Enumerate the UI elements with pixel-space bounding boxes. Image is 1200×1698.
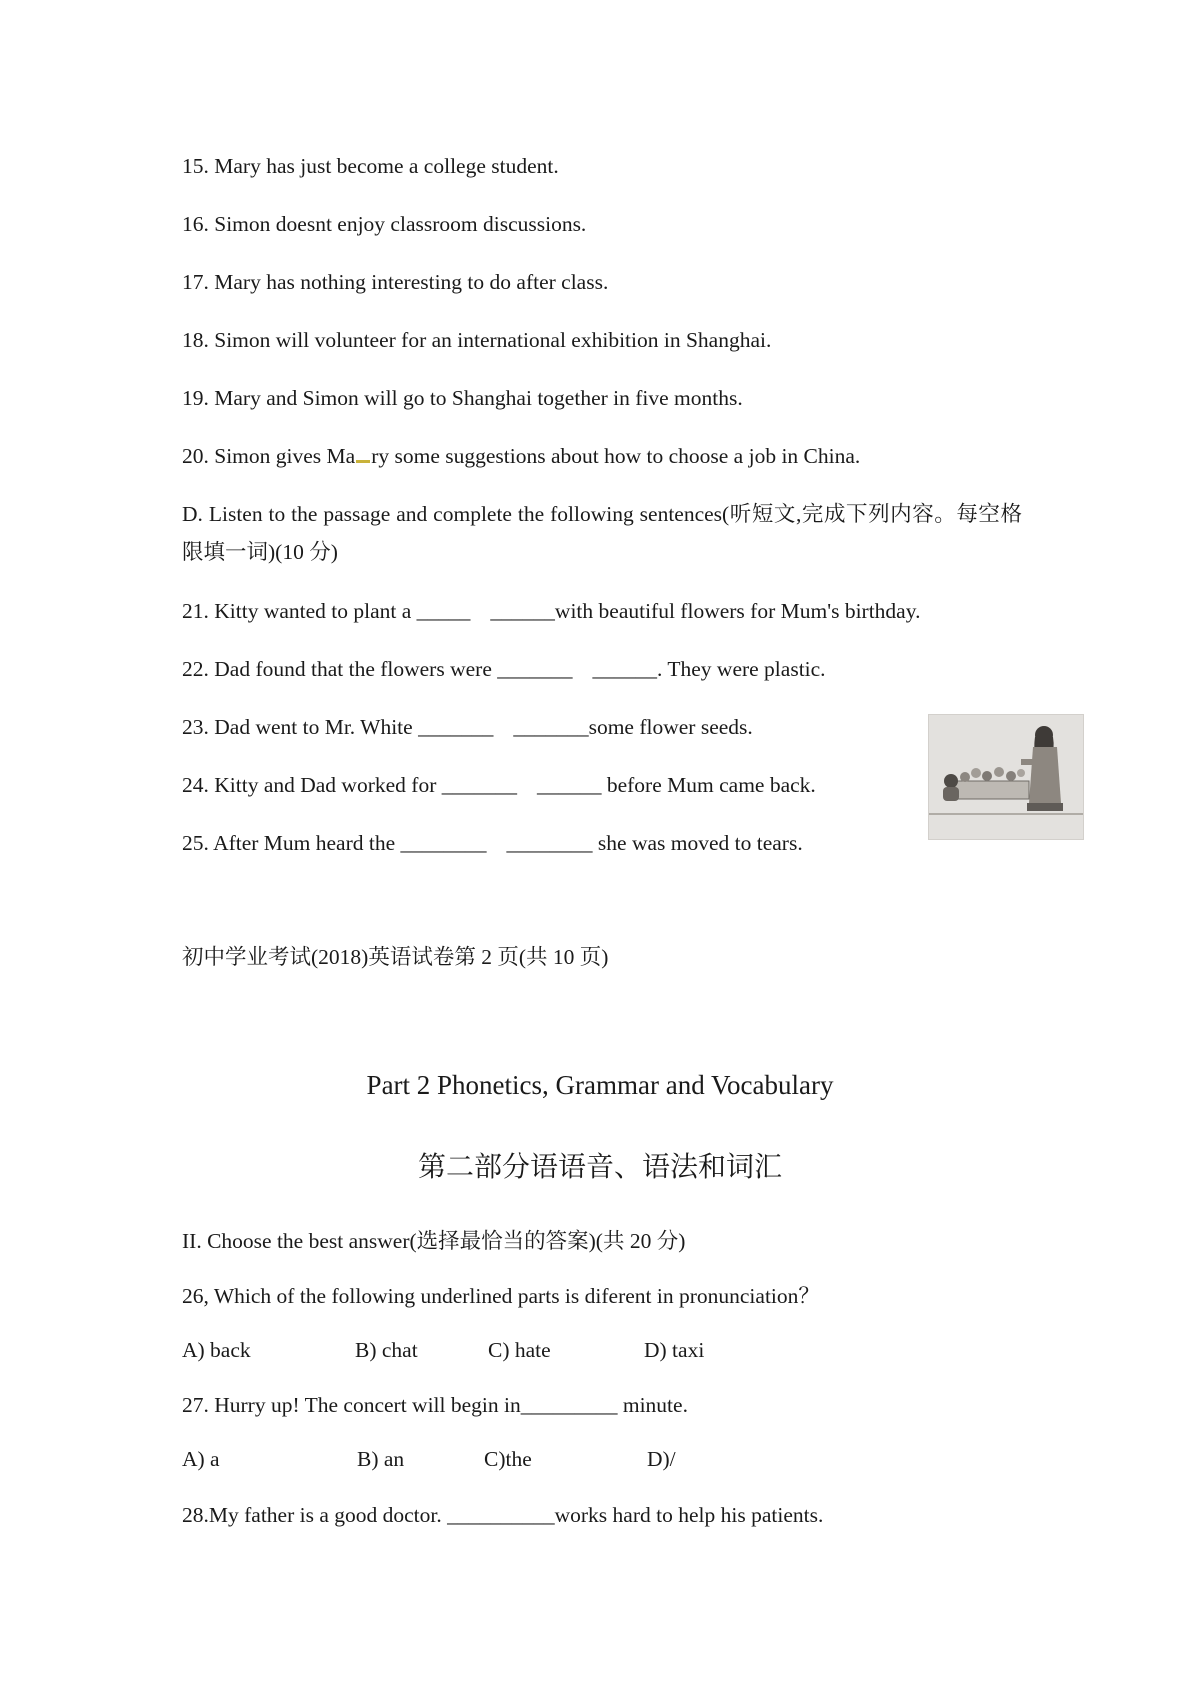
section-ii-heading: II. Choose the best answer(选择最恰当的答案)(共 20 分) xyxy=(182,1229,686,1253)
question-25-part-b: ________ she was moved to tears. xyxy=(506,831,803,855)
highlight-mark xyxy=(356,460,370,463)
q27-option-a: A) a xyxy=(182,1447,220,1471)
question-23-part-b: _______some flower seeds. xyxy=(513,715,753,739)
question-25 xyxy=(182,829,803,857)
part2-title-zh: 第二部分语语音、语法和词汇 xyxy=(417,1152,782,1183)
mother-child-flowers-illustration xyxy=(929,715,1083,839)
q26-option-a: A) back xyxy=(182,1338,251,1362)
question-26: 26, Which of the following underlined parts is diferent in pronunciation？ xyxy=(182,1284,820,1308)
question-15: 15. Mary has just become a college student. xyxy=(182,154,559,178)
question-23-part-a: 23. Dad went to Mr. White _______ xyxy=(182,715,494,739)
section-d-instruction: D. Listen to the passage and complete the following sentences(听短文,完成下列内容。每空格限填一词)(10 分) xyxy=(182,502,1022,564)
question-27: 27. Hurry up! The concert will begin in_________ minute. xyxy=(182,1393,688,1417)
q27-option-c: C)the xyxy=(484,1447,532,1471)
question-21-part-a: 21. Kitty wanted to plant a _____ xyxy=(182,599,471,623)
question-22 xyxy=(182,655,826,683)
illustration-image xyxy=(928,714,1084,840)
question-20 xyxy=(182,442,860,470)
question-16: 16. Simon doesnt enjoy classroom discussions. xyxy=(182,212,587,236)
question-22-part-a: 22. Dad found that the flowers were _______ xyxy=(182,657,573,681)
part2-title-en: Part 2 Phonetics, Grammar and Vocabulary xyxy=(366,1070,834,1100)
question-21 xyxy=(182,597,920,625)
question-28: 28.My father is a good doctor. __________works hard to help his patients. xyxy=(182,1503,824,1527)
question-24-part-b: ______ before Mum came back. xyxy=(536,773,816,797)
page-footer: 初中学业考试(2018)英语试卷第 2 页(共 10 页) xyxy=(182,945,609,969)
question-24-part-a: 24. Kitty and Dad worked for _______ xyxy=(182,773,517,797)
question-24 xyxy=(182,771,816,799)
q26-option-d: D) taxi xyxy=(644,1338,705,1362)
question-20-part-b: ry some suggestions about how to choose a job in China. xyxy=(371,444,861,468)
question-17: 17. Mary has nothing interesting to do after class. xyxy=(182,270,609,294)
question-22-part-b: ______. They were plastic. xyxy=(592,657,826,681)
q27-option-b: B) an xyxy=(357,1447,405,1471)
question-20-part-a: 20. Simon gives Ma xyxy=(182,444,356,468)
question-25-part-a: 25. After Mum heard the ________ xyxy=(182,831,487,855)
question-23 xyxy=(182,713,753,741)
question-18: 18. Simon will volunteer for an international exhibition in Shanghai. xyxy=(182,328,772,352)
q27-option-d: D)/ xyxy=(647,1447,676,1471)
question-19: 19. Mary and Simon will go to Shanghai together in five months. xyxy=(182,386,743,410)
q26-option-c: C) hate xyxy=(488,1338,551,1362)
question-21-part-b: ______with beautiful flowers for Mum's birthday. xyxy=(490,599,921,623)
q26-option-b: B) chat xyxy=(355,1338,418,1362)
